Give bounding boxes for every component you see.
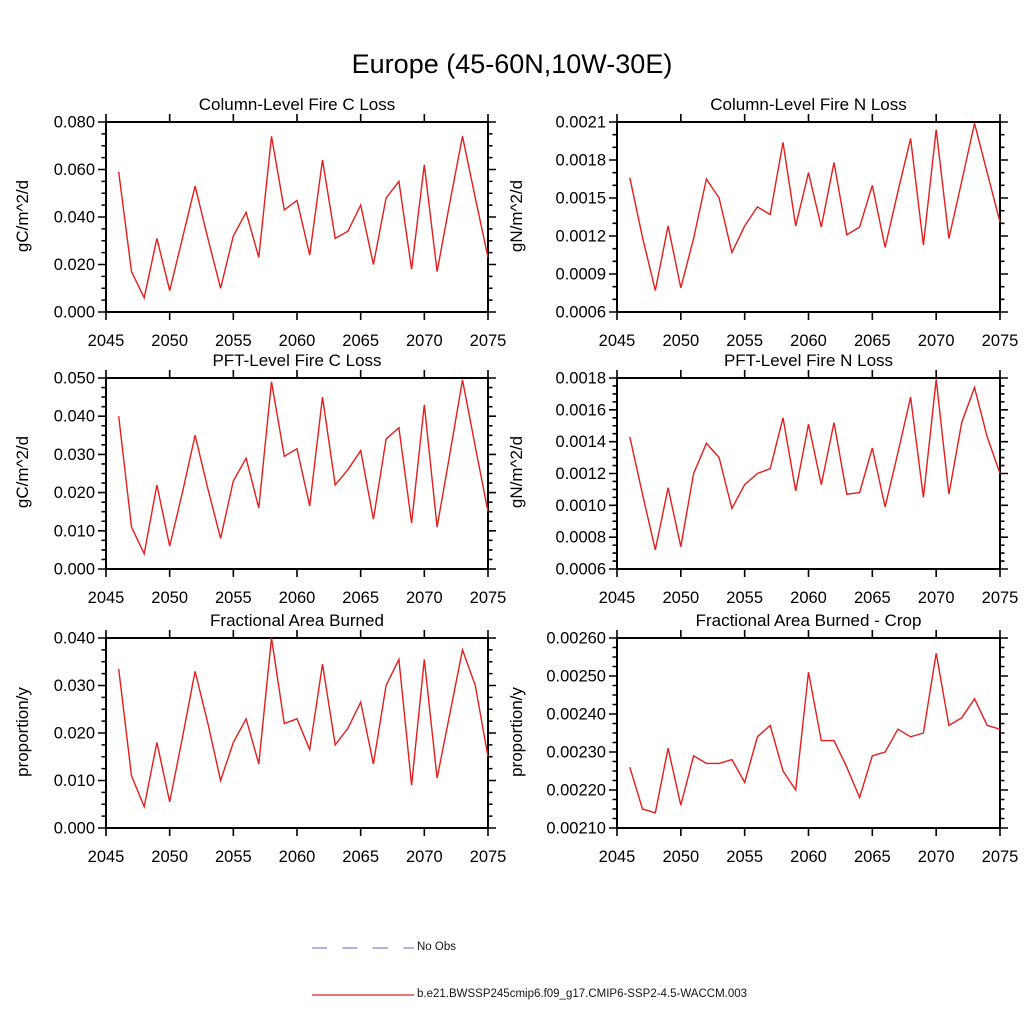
y-tick-label: 0.00230 (546, 743, 606, 762)
y-tick-label: 0.00250 (546, 667, 606, 686)
y-tick-label: 0.0021 (555, 113, 606, 132)
x-tick-label: 2060 (278, 332, 316, 350)
y-tick-label: 0.00240 (546, 705, 606, 724)
x-tick-label: 2050 (662, 589, 700, 607)
axis-ticks (98, 630, 496, 836)
plot-fractional-area-burned (28, 624, 506, 870)
x-tick-label: 2055 (214, 589, 252, 607)
x-tick-label: 2060 (278, 589, 316, 607)
model-run-legend-line (312, 990, 416, 1000)
y-tick-label: 0.000 (53, 819, 95, 838)
axis-ticks (98, 114, 496, 320)
y-tick-label: 0.020 (53, 724, 95, 743)
x-tick-label: 2045 (87, 332, 125, 350)
series-line (630, 123, 1000, 290)
x-tick-label: 2065 (853, 848, 891, 866)
no-obs-legend-line (312, 943, 416, 953)
y-axis-label-5: proportion/y (507, 687, 526, 777)
x-tick-label: 2065 (342, 848, 380, 866)
x-tick-label: 2045 (598, 332, 636, 350)
series-line (630, 380, 1000, 550)
x-tick-label: 2060 (278, 848, 316, 866)
axis-ticks (609, 630, 1008, 836)
x-tick-label: 2055 (726, 589, 764, 607)
y-tick-label: 0.00210 (546, 819, 606, 838)
y-tick-label: 0.010 (53, 522, 95, 541)
axis-ticks (609, 114, 1008, 320)
x-tick-label: 2075 (469, 332, 507, 350)
x-tick-label: 2075 (981, 332, 1019, 350)
series-line (119, 136, 488, 297)
x-tick-label: 2060 (790, 848, 827, 866)
y-tick-label: 0.040 (53, 208, 95, 227)
y-axis-label-1: gN/m^2/d (507, 179, 526, 253)
plot-column-fire-c-loss (28, 108, 506, 354)
y-tick-label: 0.0016 (555, 401, 606, 420)
y-tick-label: 0.00260 (546, 629, 606, 648)
y-tick-label: 0.0014 (555, 433, 606, 452)
x-tick-label: 2065 (853, 332, 891, 350)
y-tick-label: 0.000 (53, 560, 95, 579)
y-axis-label-4: proportion/y (13, 687, 32, 777)
x-tick-label: 2070 (405, 848, 443, 866)
panel-title-pft-fire-n-loss: PFT-Level Fire N Loss (723, 351, 894, 370)
y-tick-label: 0.080 (53, 113, 95, 132)
plot-fractional-area-burned-crop (539, 624, 1018, 870)
y-tick-label: 0.0009 (555, 265, 606, 284)
series-line (630, 653, 1000, 813)
x-tick-label: 2050 (151, 589, 189, 607)
series-line (119, 638, 488, 807)
no-obs-legend-label: No Obs (417, 941, 456, 953)
x-tick-label: 2055 (726, 848, 764, 866)
panel-title-fractional-area-burned-crop: Fractional Area Burned - Crop (695, 611, 922, 630)
y-tick-label: 0.030 (53, 445, 95, 464)
series-line (119, 380, 488, 554)
x-tick-label: 2055 (726, 332, 764, 350)
y-tick-label: 0.030 (53, 677, 95, 695)
x-tick-label: 2075 (981, 589, 1019, 607)
x-tick-label: 2070 (917, 332, 955, 350)
x-tick-label: 2050 (151, 332, 189, 350)
x-tick-label: 2060 (790, 332, 827, 350)
x-tick-label: 2065 (853, 589, 891, 607)
x-tick-label: 2050 (151, 848, 189, 866)
panel-title-column-fire-c-loss: Column-Level Fire C Loss (198, 95, 396, 114)
y-tick-label: 0.0006 (555, 560, 606, 579)
x-tick-label: 2075 (469, 589, 507, 607)
y-tick-label: 0.0008 (555, 528, 606, 547)
y-tick-label: 0.0010 (555, 496, 606, 515)
x-tick-label: 2070 (405, 332, 443, 350)
y-tick-label: 0.000 (53, 303, 95, 322)
x-tick-label: 2065 (342, 589, 380, 607)
x-tick-label: 2045 (598, 848, 636, 866)
y-tick-label: 0.0018 (555, 151, 606, 170)
axis-ticks (98, 370, 496, 577)
x-tick-label: 2045 (598, 589, 636, 607)
figure-title: Europe (45-60N,10W-30E) (351, 49, 673, 79)
y-tick-label: 0.040 (53, 629, 95, 648)
plot-pft-fire-c-loss (28, 364, 506, 611)
panel-title-fractional-area-burned: Fractional Area Burned (210, 611, 384, 630)
x-tick-label: 2045 (87, 589, 125, 607)
x-tick-label: 2065 (342, 332, 380, 350)
axis-ticks (609, 370, 1008, 577)
x-tick-label: 2045 (87, 848, 125, 866)
x-tick-label: 2070 (917, 589, 955, 607)
y-axis-label-0: gC/m^2/d (13, 179, 32, 253)
y-tick-label: 0.0018 (555, 369, 606, 388)
y-axis-label-2: gC/m^2/d (13, 435, 32, 509)
y-tick-label: 0.050 (53, 369, 95, 388)
x-tick-label: 2070 (405, 589, 443, 607)
x-tick-label: 2070 (917, 848, 955, 866)
y-axis-label-3: gN/m^2/d (507, 435, 526, 509)
x-tick-label: 2050 (662, 848, 700, 866)
y-tick-label: 0.020 (53, 256, 95, 274)
plot-column-fire-n-loss (539, 108, 1018, 354)
x-tick-label: 2055 (214, 848, 252, 866)
plot-pft-fire-n-loss (539, 364, 1018, 611)
x-tick-label: 2055 (214, 332, 252, 350)
panel-title-column-fire-n-loss: Column-Level Fire N Loss (710, 95, 907, 114)
x-tick-label: 2075 (469, 848, 507, 866)
panel-title-pft-fire-c-loss: PFT-Level Fire C Loss (212, 351, 382, 370)
y-tick-label: 0.020 (53, 484, 95, 503)
x-tick-label: 2060 (790, 589, 827, 607)
x-tick-label: 2075 (981, 848, 1019, 866)
y-tick-label: 0.0006 (555, 303, 606, 322)
y-tick-label: 0.060 (53, 161, 95, 179)
x-tick-label: 2050 (662, 332, 700, 350)
y-tick-label: 0.040 (53, 407, 95, 426)
model-run-legend-label: b.e21.BWSSP245cmip6.f09_g17.CMIP6-SSP2-4.5-WACCM.003 (417, 988, 748, 1000)
y-tick-label: 0.010 (53, 772, 95, 790)
y-tick-label: 0.00220 (546, 781, 606, 800)
y-tick-label: 0.0012 (555, 465, 606, 483)
y-tick-label: 0.0012 (555, 227, 606, 246)
y-tick-label: 0.0015 (555, 189, 606, 208)
